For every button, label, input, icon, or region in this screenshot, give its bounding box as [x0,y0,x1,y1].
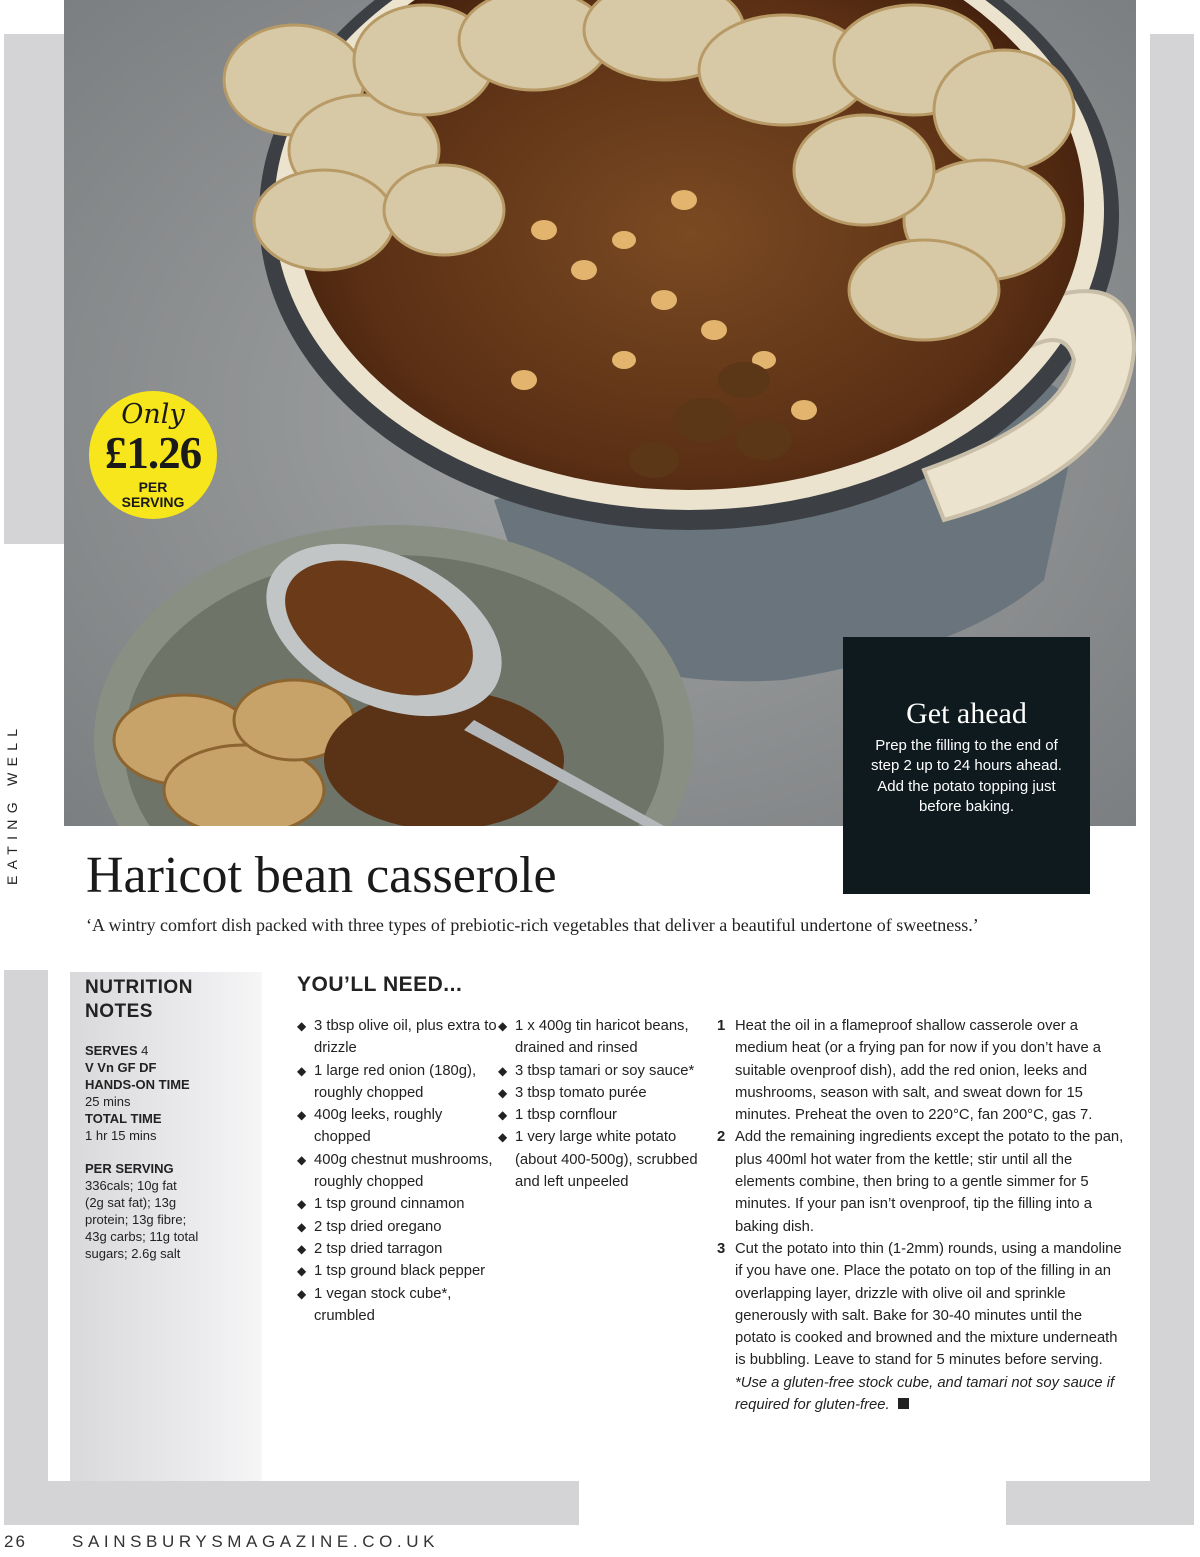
frame-right [1150,34,1194,1484]
step-number: 3 [717,1240,726,1257]
per-serving-line: 336cals; 10g fat [85,1178,177,1193]
frame-left [4,970,48,1482]
badge-per: PER [138,479,168,495]
per-serving-line: 43g carbs; 11g total [85,1229,199,1244]
badge-price: £1.26 [104,428,202,478]
ingredient-item: ◆ 400g leeks, roughly chopped [297,1104,497,1149]
ingredient-item: ◆ 2 tsp dried oregano [297,1216,497,1238]
ingredients-column-2 [498,1015,698,1193]
nutrition-title-line2: NOTES [85,1001,153,1022]
total-time-value: 1 hr 15 mins [85,1128,157,1143]
per-serving-line: protein; 13g fibre; [85,1212,187,1227]
ingredient-item: ◆ 1 x 400g tin haricot beans, drained and rinsed [498,1015,698,1060]
serves-line [85,1042,255,1059]
badge-serving: SERVING [121,494,185,510]
step-number: 1 [717,1018,726,1034]
get-ahead-title: Get ahead [906,697,1027,730]
recipe-title: Haricot bean casserole [86,847,557,904]
hands-on-label: HANDS-ON TIME [85,1077,190,1092]
method-step [717,1238,1127,1372]
ingredients-column-1 [297,1015,497,1327]
diet-codes: V Vn GF DF [85,1060,157,1075]
ingredient-item: ◆ 3 tbsp tamari or soy sauce* [498,1060,698,1082]
per-serving-line: sugars; 2.6g salt [85,1246,181,1261]
per-serving-line: (2g sat fat); 13g [85,1195,177,1210]
section-tag: EATING WELL [4,722,20,885]
ingredient-item: ◆ 1 very large white potato (about 400-500g), scrubbed and left unpeeled [498,1126,698,1193]
step-text: Heat the oil in a flameproof shallow casserole over a medium heat (or a frying pan for now if you don’t have a suitable ovenproof dish), add the red onion, leeks and mushrooms, season with salt, and sweat down for 15 minutes. Preheat the oven to 220°C, fan 200°C, gas 7. [735,1018,1102,1124]
get-ahead-text: Prep the filling to the end of step 2 up to 24 hours ahead. Add the potato topping just before baking. [871,737,1062,816]
method-steps [717,1015,1127,1416]
ingredient-item: ◆ 1 tbsp cornflour [498,1104,698,1126]
hands-on-value: 25 mins [85,1094,131,1109]
ingredient-item: ◆ 3 tbsp olive oil, plus extra to drizzle [297,1015,497,1060]
recipe-standfirst: ‘A wintry comfort dish packed with three types of prebiotic-rich vegetables that deliver a beautiful undertone of sweetness.’ [86,915,979,935]
total-time-label: TOTAL TIME [85,1111,162,1126]
website-url[interactable]: SAINSBURYSMAGAZINE.CO.UK [72,1532,440,1551]
get-ahead-box [843,637,1090,894]
step-text: Add the remaining ingredients except the potato to the pan, plus 400ml hot water from the kettle; stir until all the elements combine, then bring to a gentle simmer for 5 minutes. If your pan isn’t ovenproof, tip the filling into a baking dish. [735,1129,1124,1235]
method-step [717,1126,1127,1237]
ingredients-title: YOU’LL NEED... [297,973,463,996]
frame-bottom [4,1481,579,1525]
nutrition-title [85,976,255,1024]
nutrition-title-line1: NUTRITION [85,977,193,998]
ingredient-item: ◆ 1 vegan stock cube*, crumbled [297,1283,497,1328]
ingredient-item: ◆ 1 tsp ground cinnamon [297,1193,497,1215]
frame-top-left [4,34,64,544]
nutrition-sidebar [70,972,262,1481]
per-serving-label: PER SERVING [85,1161,174,1176]
ingredient-item: ◆ 1 large red onion (180g), roughly chopped [297,1060,497,1105]
serves-value: 4 [141,1043,149,1058]
method-step [717,1015,1127,1126]
step-number: 2 [717,1129,726,1146]
price-badge [89,391,217,519]
ingredient-item: ◆ 3 tbsp tomato purée [498,1082,698,1104]
ingredient-item: ◆ 2 tsp dried tarragon [297,1238,497,1260]
footnote-text: *Use a gluten-free stock cube, and tamari not soy sauce if required for gluten-free. [735,1374,1115,1414]
badge-only-text: Only [121,399,185,430]
step-text: Cut the potato into thin (1-2mm) rounds, using a mandoline if you have one. Place the potato on top of the filling in an overlapping layer, drizzle with olive oil and sprinkle generously with salt. Bake for 30-40 minutes until the potato is cooked and browned and the mixture underneath is bubbling. Leave to stand for 5 minutes before serving. [735,1240,1122,1369]
serves-label: SERVES [85,1043,138,1058]
ingredient-item: ◆ 400g chestnut mushrooms, roughly chopped [297,1149,497,1194]
end-mark-icon [898,1398,909,1409]
ingredient-item: ◆ 1 tsp ground black pepper [297,1260,497,1282]
frame-bottom-right [1006,1481,1194,1525]
method-footnote [717,1372,1127,1417]
badge-per-serving [89,480,217,510]
page-number: 26 [4,1532,27,1551]
